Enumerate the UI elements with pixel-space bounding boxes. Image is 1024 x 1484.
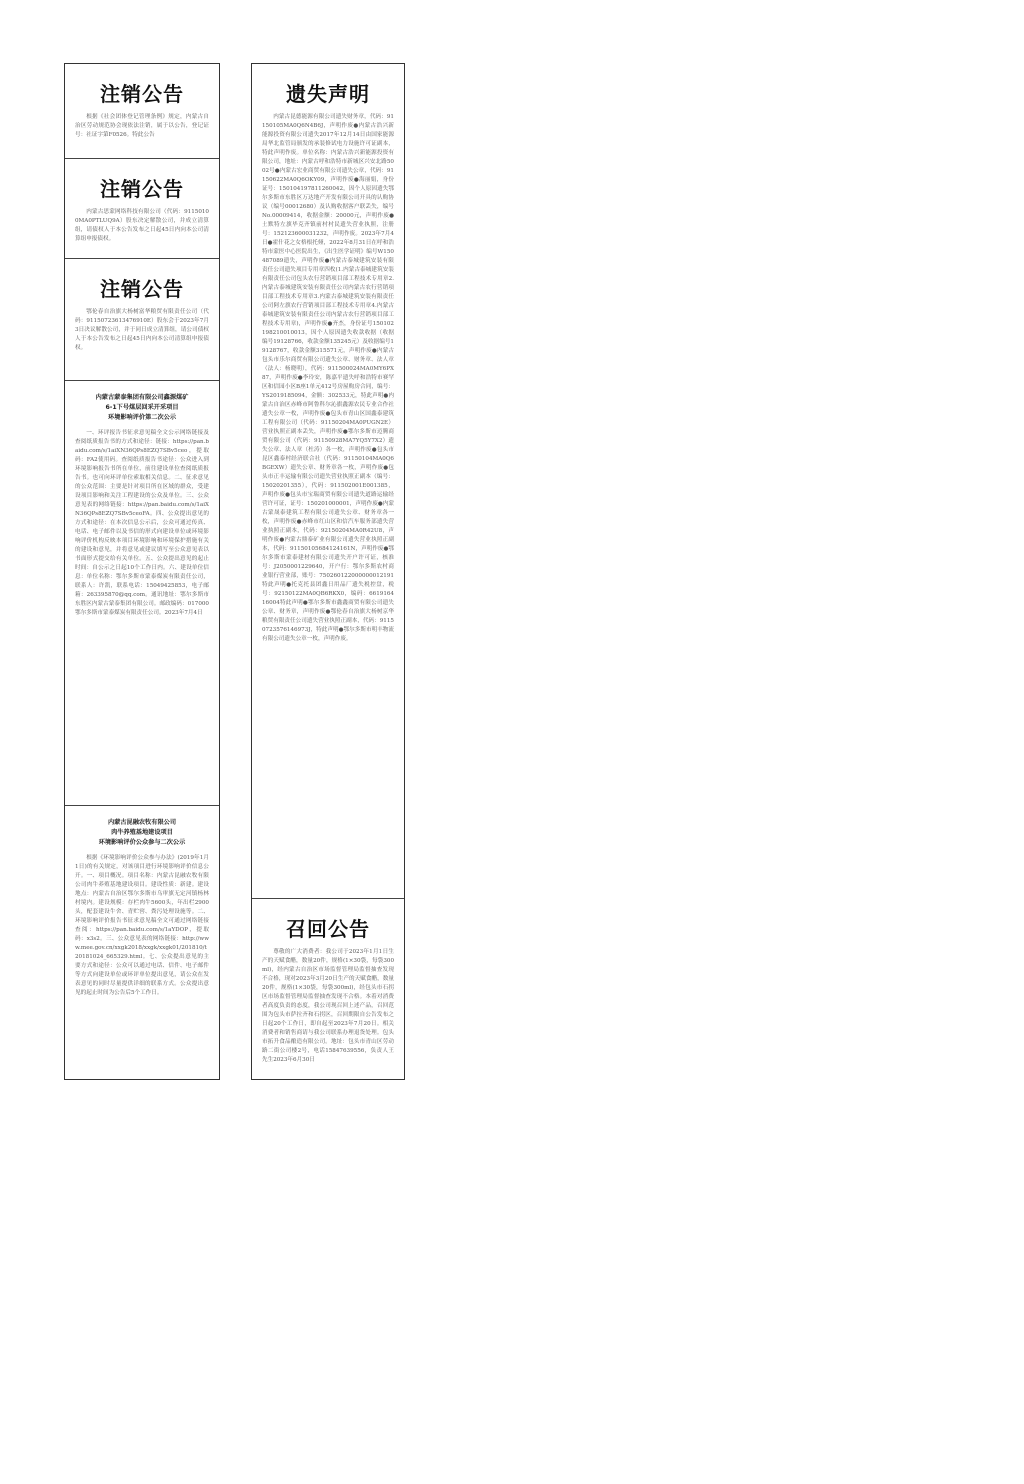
notice-body: 内蒙古昆德能源有限公司遗失财务章，代码：91150105MA0Q6N4B6J，声明作废●内蒙古浩兴新能源投资有限公司遗失2017年12月14日由国家能源局华北监管局颁发的承装修试电力设施许可证副本，特此声明作废。单位名称：内蒙古浩兴新能源投资有限公司，地址：内蒙古呼和浩特市新城区兴安北路5002号●内蒙古宏业商贸有限公司遗失公章，代码：91150622MA0Q6OKY09，声明作废●海丽娟，身份证号：150104197811260042，因个人原因遗失鄂尔多斯市东胜区万达地产开发有限公司开具的认购协议（编号00012680）及认购收据客户联丢失，编号No.00009414，收据金额：20000元，声明作废●土默特左旗毕克齐镇前村村民遗失营业执照，注册号：152123600031232，声明作废。2023年7月4日●霍什花之女格根托娅，2022年8月31日在呼和浩特市蒙医中心医院出生，《出生医学证明》编号W150487089遗失，声明作废●内蒙古泰城建筑安装有限责任公司遗失项目专用章四枚(1.内蒙古泰城建筑安装有限责任公司包头农行营销项目部工程技术专用章2.内蒙古泰城建筑安装有限责任公司内蒙古农行营销项目部工程技术专用章3.内蒙古泰城建筑安装有限责任公司阿左旗农行营销项目部工程技术专用章4.内蒙古泰城建筑安装有限责任公司内蒙古农行营销项目部工程技术专用章)，声明作废●齐杰，身份证号150102198210010013，因个人原因遗失收款收据（收据编号19128766，收款金额135245元）及收据编号19128767，收款金额315571元，声明作废●内蒙古包头市乐尔商贸有限公司遗失公章、财务章、法人章（法人：杨晓明），代码：911500024MA0MY6PX87，声明作废●李玲安，陈嘉平遗失呼和浩特市赛罕区和信园小区B座1单元412号房屋购房合同，编号：YS2019185094，金额：302533元，特此声明●内蒙古自治区赤峰市阿鲁科尔沁旗鑫源农民专业合作社遗失公章一枚，声明作废●包头市青山区国鑫泰建筑工程有限公司（代码：91150204MA0PUGN2E）营业执照正副本丢失，声明作废●鄂尔多斯市迈腾商贸有限公司（代码：91150928MA7YQ5Y7X2）遗失公章、法人章（杜涛）各一枚，声明作废●包头市昆区鑫泰村经济联合社（代码：91150104MA0Q6BGEXW）遗失公章、财务章各一枚，声明作废●包头市正丰运输有限公司遗失营业执照正副本（编号：15020201355），代码：911502001E001385，声明作废●包头市宝瑞商贸有限公司遗失道路运输经营许可证，证号：150201000001，声明作废●内蒙古蒙晟泰建筑工程有限公司遗失公章、财务章各一枚，声明作废●赤峰市红山区和信汽车服务部遗失营业执照正副本，代码：92150204MA0R42U8，声明作废●内蒙古鼎泰矿业有限公司遗失营业执照正副本，代码：91150105684124161N，声明作废●鄂尔多斯市蒙泰建材有限公司遗失开户许可证，核准号：J2050001229640，开户行：鄂尔多斯农村商业银行营业部，账号：750260122000000012191特此声明●托克托县团鑫日用品厂遗失税控盘，税号：92150122MA0QB6RKX0，编码：661916416004特此声明●鄂尔多斯市鑫鑫商贸有限公司遗失公章、财务章，声明作废●鄂伦春自治旗大杨树京华粮贸有限责任公司遗失营业执照正副本，代码：91150723576146973J，特此声明●鄂尔多斯市明丰物流有限公司遗失公章一枚，声明作废。 bbox=[262, 114, 394, 642]
lost-statement-notice bbox=[252, 64, 404, 899]
heading-line: 内蒙古蒙泰集团有限公司鑫源煤矿 bbox=[95, 394, 189, 401]
deregistration-notice-2 bbox=[65, 159, 219, 259]
notice-body: 尊敬的广大消费者：我公司于2023年1月1日生产的天赋食醋，数量20件，规格(1×30袋，每袋300ml)，经内蒙古自治区市场监督管理局监督抽查发现不合格，现对2023年3月20日生产的天赋食醋，数量20件，规格(1×30袋，每袋300ml)，经包头市石拐区市场监督管理局监督抽查发现不合格。本着对消费者高度负责的态度，我公司现召回上述产品，召回范围为包头市萨拉齐和石拐区，召回期限自公告发布之日起20个工作日，即自起至2023年7月20日。相关消费者和销售商请与我公司联系办理退货处理。包头市拓升食品酿造有限公司。地址：包头市青山区劳动路二街公司楼2号，电话15847639556，负责人王先生2023年6月30日 bbox=[262, 949, 394, 1063]
notice-body: 一、环评报告书征求意见稿全文公示网络链接及查阅纸质报告书的方式和途径：链接：https://pan.baidu.com/s/1aiXN36QPs8EZQ7SBv5ceo，提取码：FA2使用码。查阅纸质报告书途径：公众进入到环境影响报告书所在单位，前往建设单位查阅纸质报告书。也可向环评单位索取相关信息。二、征求意见的公众范围：主要是针对项目所在区域的群众，受建设项目影响和关注工程建设的公众及单位。三、公众意见表的网络链接：https://pan.baidu.com/s/1aiXN36QPs8EZQ7SBv5ceoFA。四、公众提出意见的方式和途径：在本次信息公示后，公众可通过传真、电话、电子邮件以及书信的形式向建设单位或环境影响评价机构反映本项目环境影响和环境保护措施有关的建设和意见，并将意见或建议填写至公众意见表以书面形式提交给有关单位。五、公众提出意见的起止时间：自公示之日起10个工作日内。六、建设单位信息：单位名称：鄂尔多斯市蒙泰煤炭有限责任公司，联系人：许凯，联系电话：15049425853，电子邮箱：263395870@qq.com。通讯地址：鄂尔多斯市东胜区内蒙古蒙泰集团有限公司。邮政编码：017000鄂尔多斯市蒙泰煤炭有限责任公司。2023年7月4日 bbox=[75, 430, 209, 616]
deregistration-notice-1 bbox=[65, 64, 219, 159]
right-column bbox=[251, 63, 405, 1080]
left-column bbox=[64, 63, 220, 1080]
heading-line: 6-1下号煤层回采开采项目 bbox=[105, 404, 179, 411]
heading-line: 环境影响评价第二次公示 bbox=[107, 414, 177, 421]
notice-body: 内蒙古思蒙网络科技有限公司（代码：91150100MA0PTLUQ9A）股东决定解散公司，并成立清算组，请债权人于本公告发布之日起45日内向本公司清算组申报债权。 bbox=[75, 209, 209, 242]
notice-title: 遗失声明 bbox=[286, 82, 370, 106]
notice-body: 根据《环境影响评价公众参与办法》(2019年1月1日)的有关规定，对该项目进行环境影响评价信息公开。一、项目概况。项目名称：内蒙古昆融农牧有限公司肉牛养殖基地建设项目。建设性质：新建。建设地点：内蒙古自治区鄂尔多斯市乌审旗无定河镇杨林村境内。建设规模：存栏肉牛5600头，年出栏2900头，配套建设牛舍、青贮窖、粪污处理设施等。二、环境影响评价报告书征求意见稿全文可通过网络链接查阅：https://pan.baidu.com/s/1aYDOP，提取码：x3s2。三、公众意见表的网络链接：http://www.mee.gov.cn/xxgk2018/xxgk/xxgk01/201810/t20181024_665329.html。七、公众提出意见的主要方式和途径：公众可以通过电话、信件、电子邮件等方式向建设单位或环评单位提出意见，请公众在发表意见的同时尽量提供详细的联系方式。公众提出意见的起止时间为公告后5个工作日。 bbox=[75, 855, 209, 996]
notice-body: 鄂伦春自治旗大杨树富华粮贸有限责任公司（代码：91150723613476910E）股东会于2023年7月3日决议解散公司，并于同日成立清算组，请公司债权人于本公告发布之日起45日内向本公司清算组申报债权。 bbox=[75, 309, 209, 351]
env-impact-notice-coal-mine bbox=[65, 381, 219, 806]
env-impact-notice-cattle-farm bbox=[65, 806, 219, 1079]
notice-heading bbox=[75, 818, 209, 848]
recall-notice bbox=[252, 899, 404, 1079]
heading-line: 内蒙古昆融农牧有限公司 bbox=[107, 819, 177, 826]
notice-title: 召回公告 bbox=[286, 917, 370, 941]
heading-line: 肉牛养殖基地建设项目 bbox=[111, 829, 173, 836]
heading-line: 环境影响评价公众参与二次公示 bbox=[98, 839, 186, 846]
notice-body: 根据《社会团体登记管理条例》规定，内蒙古自治区劳动规范协会现依法注销，属于以公告，登记证号：社证字第F0526。特此公告 bbox=[75, 114, 209, 138]
deregistration-notice-3 bbox=[65, 259, 219, 381]
notice-title: 注销公告 bbox=[100, 82, 184, 106]
notice-title: 注销公告 bbox=[100, 177, 184, 201]
notice-heading bbox=[75, 393, 209, 423]
notice-title: 注销公告 bbox=[100, 277, 184, 301]
